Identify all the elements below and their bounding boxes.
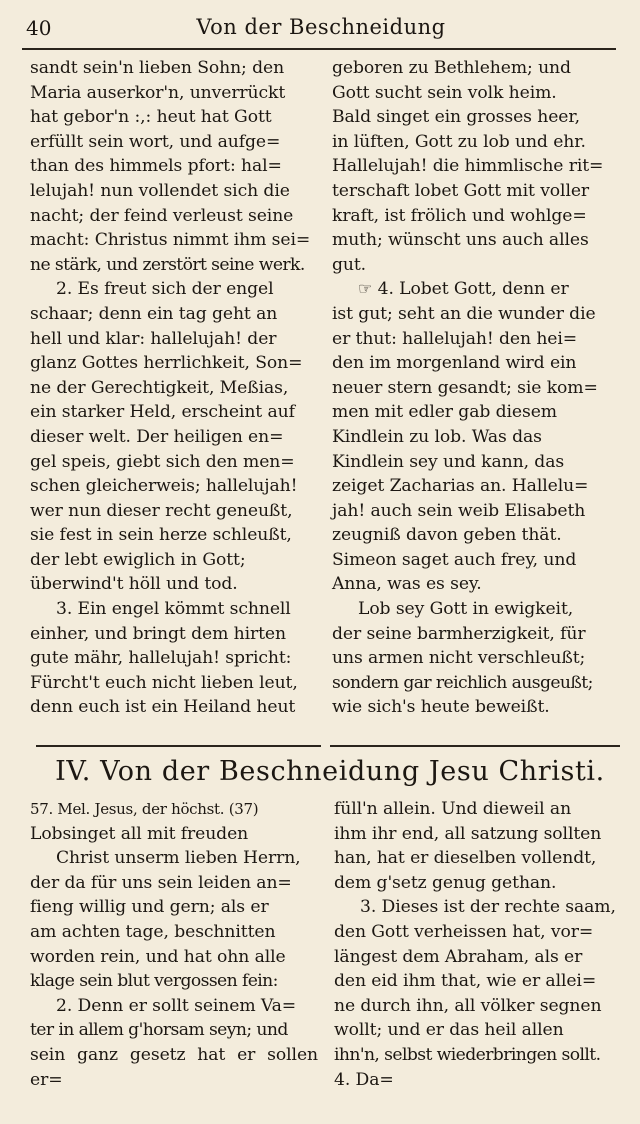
text-line: neuer stern gesandt; sie kom=: [332, 377, 598, 398]
text-line: den eid ihm that, wie er allei=: [334, 971, 597, 992]
text-line: einher, und bringt dem hirten: [30, 623, 286, 644]
text-line: Simeon saget auch frey, und: [332, 549, 577, 570]
text-line: sandt sein'n lieben Sohn; den: [30, 58, 285, 78]
text-line: Bald singet ein grosses heer,: [332, 107, 580, 128]
text-line: am achten tage, beschnitten: [30, 921, 276, 942]
text-line: ist gut; seht an die wunder die: [332, 303, 596, 324]
text-line: klage sein blut vergossen fein:: [30, 971, 278, 992]
text-line: ihm ihr end, all satzung sollten: [334, 823, 602, 844]
bottom-left-column: [30, 797, 318, 1092]
catchword: 4. Da=: [334, 1069, 394, 1090]
text-line: der lebt ewiglich in Gott;: [30, 549, 246, 570]
text-line: kraft, ist frölich und wohlge=: [332, 205, 587, 226]
text-line: geboren zu Bethlehem; und: [332, 58, 571, 78]
text-line: überwind't höll und tod.: [30, 574, 238, 595]
text-line: ne der Gerechtigkeit, Meßias,: [30, 377, 289, 398]
text-line: ter in allem g'horsam seyn; und: [30, 1020, 288, 1041]
text-line: Gott sucht sein volk heim.: [332, 82, 557, 103]
divider-rule: [36, 745, 321, 747]
top-left-column: [30, 56, 318, 720]
text-line: sie fest in sein herze schleußt,: [30, 525, 292, 546]
text-line: füll'n allein. Und dieweil an: [334, 799, 572, 819]
stanza-4-first-text: 4. Lobet Gott, denn er: [377, 279, 569, 300]
section-heading: IV. Von der Beschneidung Jesu Christi.: [55, 756, 605, 787]
text-line: han, hat er dieselben vollendt,: [334, 848, 597, 869]
text-line: terschaft lobet Gott mit voller: [332, 180, 590, 201]
text-line: Christ unserm lieben Herrn,: [56, 848, 301, 869]
text-line: zeiget Zacharias an. Hallelu=: [332, 476, 589, 497]
text-line: ihn'n, selbst wiederbringen sollt.: [334, 1044, 601, 1065]
text-line: wollt; und er das heil allen: [334, 1020, 564, 1041]
text-line: dem g'setz genug gethan.: [334, 872, 557, 893]
text-line: ne durch ihn, all völker segnen: [334, 995, 602, 1016]
bottom-right-column: [334, 797, 622, 1092]
text-line: erfüllt sein wort, und aufge=: [30, 131, 281, 152]
text-line: Kindlein sey und kann, das: [332, 451, 565, 472]
stanza-4-line: [332, 277, 620, 302]
text-line: gel speis, giebt sich den men=: [30, 451, 295, 472]
text-line: denn euch ist ein Heiland heut: [30, 697, 296, 718]
stanza-2-line: 2. Es freut sich der engel: [56, 279, 274, 300]
text-line: wie sich's heute beweißt.: [332, 697, 550, 718]
text-line: den Gott verheissen hat, vor=: [334, 921, 594, 942]
top-right-column: [332, 56, 620, 720]
divider-rule: [330, 745, 620, 747]
text-line: längest dem Abraham, als er: [334, 946, 583, 967]
text-line: Maria auserkor'n, unverrückt: [30, 82, 286, 103]
text-line: Anna, was es sey.: [332, 574, 482, 595]
page-number: 40: [26, 16, 52, 40]
pointing-hand-icon: ☞: [358, 279, 373, 299]
text-line: den im morgenland wird ein: [332, 353, 577, 374]
text-line: uns armen nicht verschleußt;: [332, 648, 586, 669]
text-line: than des himmels pfort: hal=: [30, 156, 282, 177]
text-line: sondern gar reichlich ausgeußt;: [332, 672, 593, 693]
text-line: Lobsinget all mit freuden: [30, 823, 249, 844]
text-line: der da für uns sein leiden an=: [30, 872, 292, 893]
text-line: schaar; denn ein tag geht an: [30, 303, 278, 324]
text-line: macht: Christus nimmt ihm sei=: [30, 230, 311, 251]
text-line: lelujah! nun vollendet sich die: [30, 180, 290, 201]
text-line: muth; wünscht uns auch alles: [332, 230, 589, 251]
text-line: fieng willig und gern; als er: [30, 897, 269, 918]
text-line: er thut: hallelujah! den hei=: [332, 328, 578, 349]
text-line: Kindlein zu lob. Was das: [332, 426, 542, 447]
doxology-line: Lob sey Gott in ewigkeit,: [358, 599, 574, 620]
header-rule: [22, 48, 616, 50]
text-line: gut.: [332, 254, 367, 275]
text-line: men mit edler gab diesem: [332, 402, 557, 423]
stanza-3-line: 3. Dieses ist der rechte saam,: [360, 897, 616, 918]
text-line: in lüften, Gott zu lob und ehr.: [332, 131, 586, 152]
text-line: wer nun dieser recht geneußt,: [30, 500, 293, 521]
text-line: hat gebor'n :,: heut hat Gott: [30, 107, 272, 128]
text-line: dieser welt. Der heiligen en=: [30, 426, 284, 447]
stanza-2-line: 2. Denn er sollt seinem Va=: [56, 995, 297, 1016]
text-line: hell und klar: hallelujah! der: [30, 328, 277, 349]
text-line: Fürcht't euch nicht lieben leut,: [30, 672, 298, 693]
text-line: Hallelujah! die himmlische rit=: [332, 156, 604, 177]
text-line: ne stärk, und zerstört seine werk.: [30, 254, 305, 275]
text-line: nacht; der feind verleust seine: [30, 205, 294, 226]
text-line: jah! auch sein weib Elisabeth: [332, 500, 586, 521]
page-header: [26, 10, 616, 46]
text-line: der seine barmherzigkeit, für: [332, 623, 586, 644]
text-line: worden rein, und hat ohn alle: [30, 946, 286, 967]
text-line: zeugniß davon geben thät.: [332, 525, 562, 546]
text-line: glanz Gottes herrlichkeit, Son=: [30, 353, 303, 374]
running-title: Von der Beschneidung: [196, 15, 446, 39]
stanza-3-line: 3. Ein engel kömmt schnell: [56, 599, 291, 620]
hymn-melody-line: 57. Mel. Jesus, der höchst. (37): [30, 800, 259, 818]
text-line: ein starker Held, erscheint auf: [30, 402, 295, 423]
text-line: sein ganz gesetz hat er sollen er=: [30, 1044, 318, 1090]
text-line: schen gleicherweis; hallelujah!: [30, 476, 298, 497]
text-line: gute mähr, hallelujah! spricht:: [30, 648, 292, 669]
